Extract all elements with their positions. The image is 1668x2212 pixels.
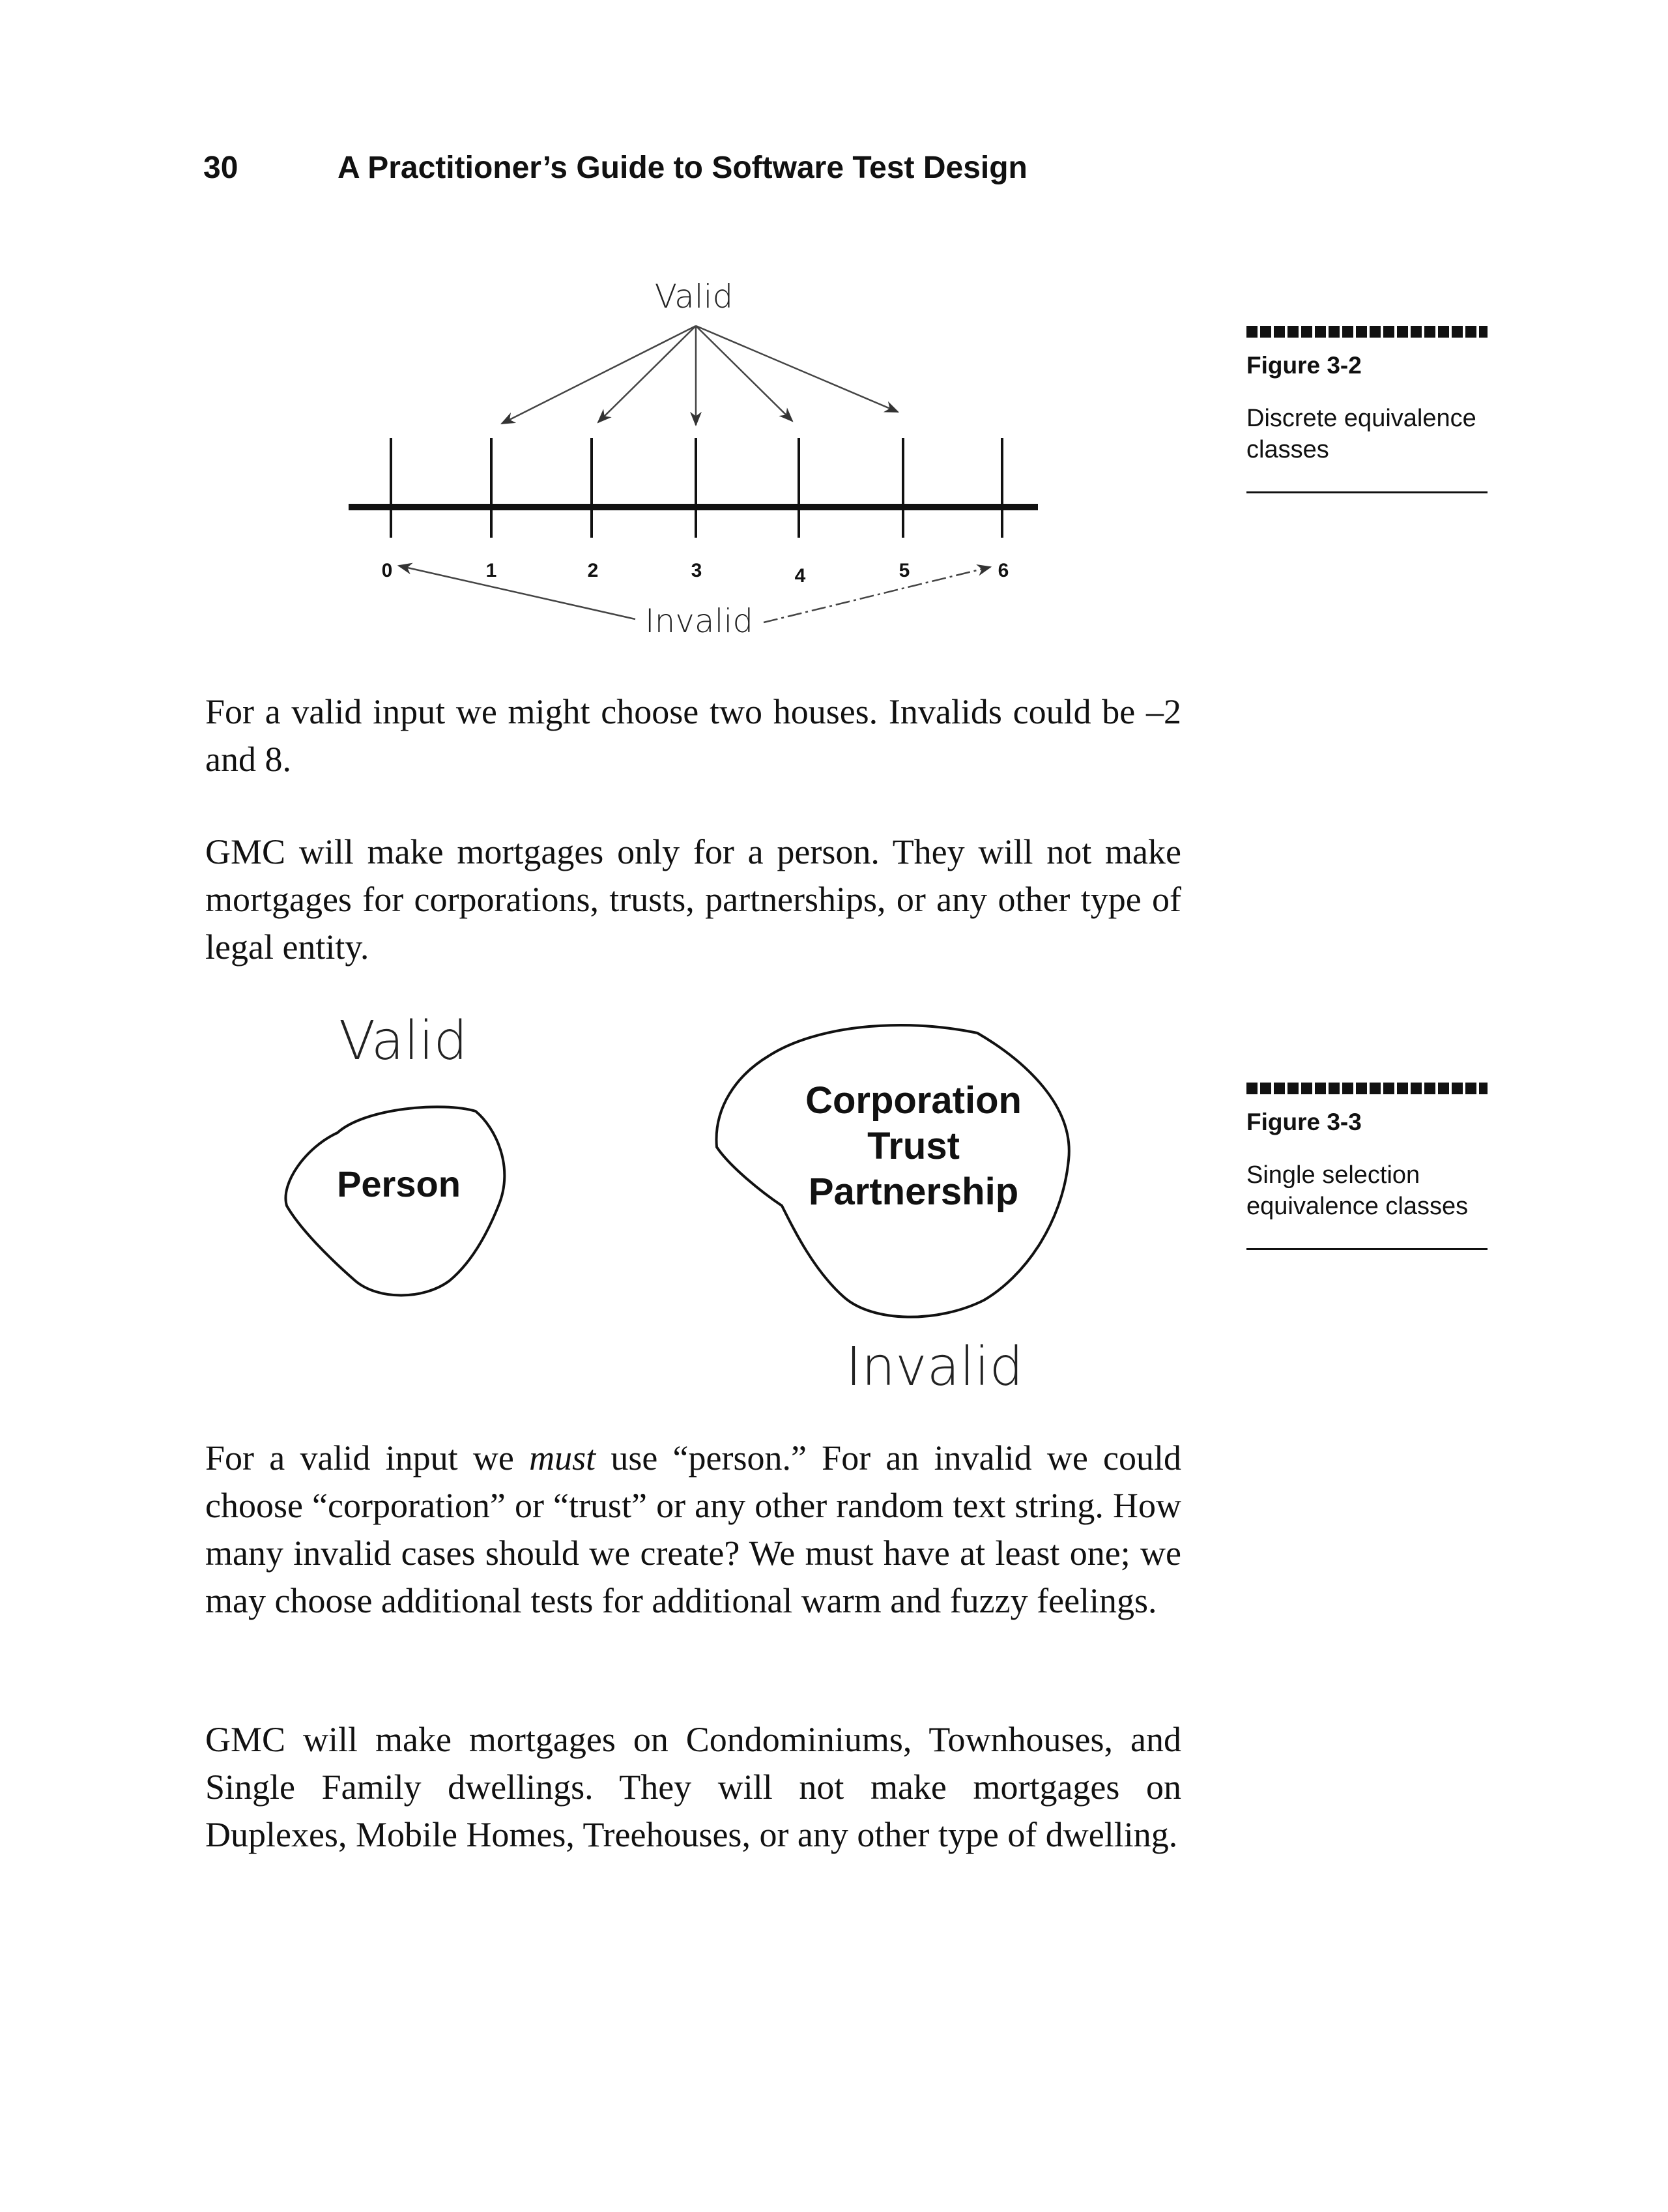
- paragraph-4: GMC will make mortgages on Condominiums, Townhouses, and Single Family dwellings. They will not make mortgages on Duplexes, Mobile Homes, Treehouses, or any other type of dwelling.: [205, 1720, 1181, 1854]
- tick-label-0: 0: [381, 560, 393, 581]
- valid-label-fig2: Valid: [654, 278, 734, 315]
- page-number: 30: [203, 151, 238, 185]
- invalid-item-trust: Trust: [867, 1125, 960, 1167]
- arrow-to-4: [696, 326, 792, 421]
- arrow-to-0: [399, 566, 635, 619]
- figure-3-2-rule: [1246, 491, 1488, 493]
- invalid-label-fig3: Invalid: [846, 1336, 1024, 1398]
- figure-3-3-rule: [1246, 1248, 1488, 1250]
- number-line: [349, 438, 1038, 538]
- figure-3-3-sidebar: [1246, 1083, 1488, 1250]
- arrow-to-5: [696, 326, 898, 412]
- tick-label-3: 3: [691, 560, 702, 581]
- figure-3-3-marker-bar: [1246, 1083, 1488, 1094]
- paragraph-3-before: For a valid input we: [205, 1438, 530, 1477]
- valid-label-fig3: Valid: [339, 1010, 468, 1072]
- tick-label-4: 4: [794, 565, 806, 587]
- figure-3-2-caption: Discrete equivalence classes: [1246, 405, 1476, 463]
- tick-label-2: 2: [587, 560, 599, 581]
- figure-3-2-marker-bar: [1246, 326, 1488, 338]
- figure-3-3-label: Figure 3-3: [1246, 1109, 1362, 1135]
- paragraph-1: For a valid input we might choose two houses. Invalids could be –2 and 8.: [205, 692, 1181, 779]
- valid-arrows: [502, 326, 898, 425]
- tick-label-1: 1: [485, 560, 497, 581]
- paragraph-3-after: use “person.” For an invalid we could choose “corporation” or “trust” or any other random text string. How many invalid cases should we create? We must have at least one; we may choose additional tests for additional warm and fuzzy feelings.: [205, 1438, 1181, 1620]
- tick-label-6: 6: [998, 560, 1009, 581]
- figure-3-3-caption: Single selection equivalence classes: [1246, 1161, 1469, 1220]
- figure-3-2-label: Figure 3-2: [1246, 352, 1362, 379]
- invalid-item-corporation: Corporation: [805, 1079, 1022, 1122]
- tick-label-5: 5: [899, 560, 910, 581]
- figure-3-2-sidebar: [1246, 326, 1488, 493]
- paragraph-2: GMC will make mortgages only for a person. They will not make mortgages for corporations, trusts, partnerships, or any other type of legal entity.: [205, 832, 1181, 967]
- paragraph-3: [205, 1434, 1181, 1625]
- arrow-to-1: [502, 326, 696, 424]
- valid-item-person: Person: [337, 1163, 461, 1204]
- invalid-item-partnership: Partnership: [808, 1171, 1019, 1213]
- invalid-label-fig2: Invalid: [644, 602, 754, 640]
- arrow-to-2: [598, 326, 696, 422]
- book-title: A Practitioner’s Guide to Software Test Design: [338, 151, 1028, 185]
- paragraph-3-emphasis: must: [529, 1438, 596, 1477]
